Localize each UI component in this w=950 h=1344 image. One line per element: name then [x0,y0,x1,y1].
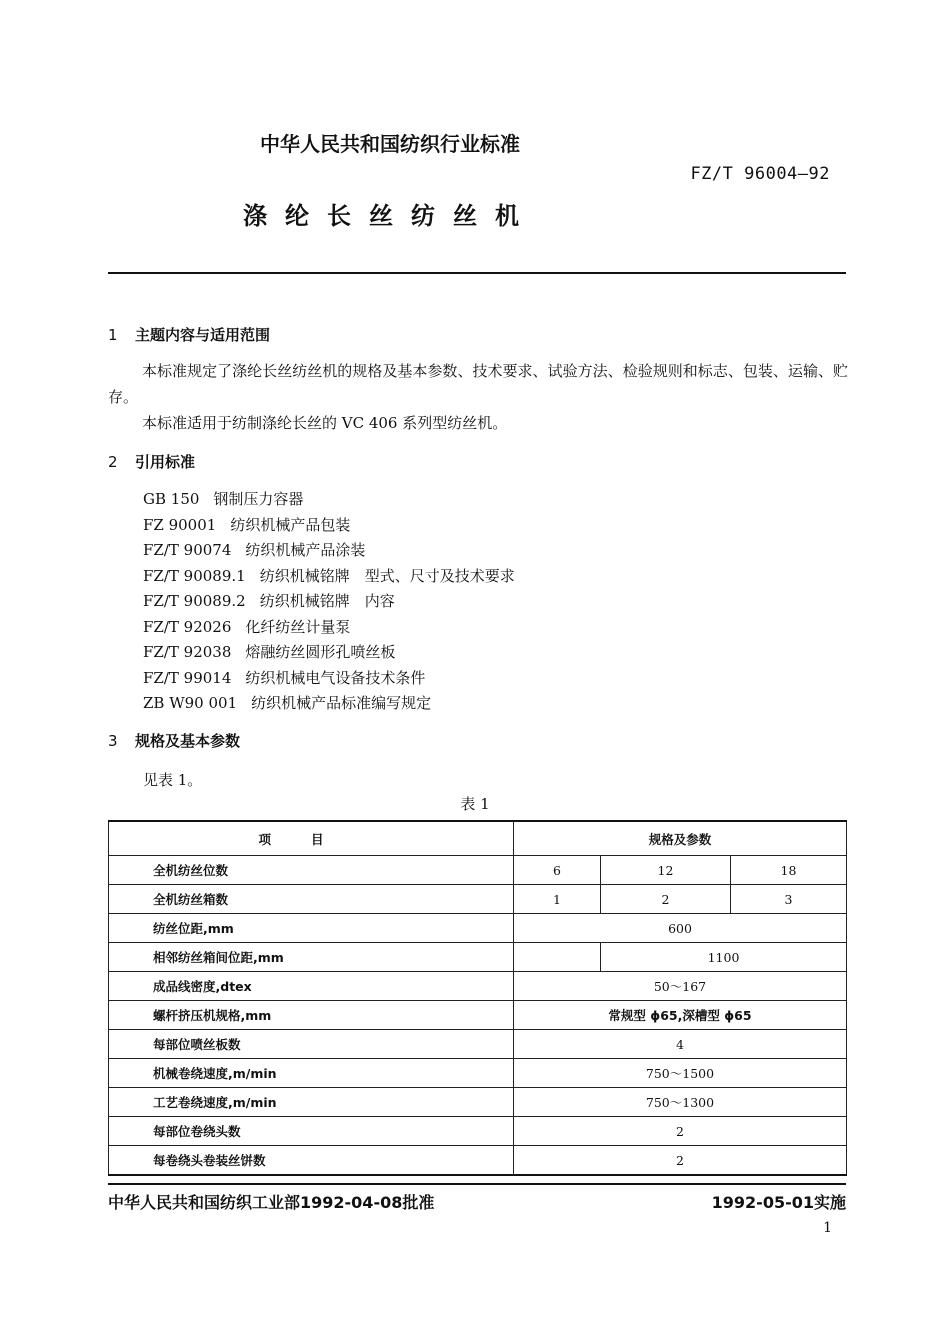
table-row [109,943,847,972]
section-1-scope-paragraph: 本标准规定了涤纶长丝纺丝机的规格及基本参数、技术要求、试验方法、检验规则和标志、包装、运输、贮存。 [108,362,848,406]
row-value: 2 [601,885,731,914]
document-title: 涤纶长丝纺丝机 [243,202,537,230]
row-value: 6 [514,856,601,885]
table-row [109,1088,847,1117]
section-3-text: 见表 1。 [143,771,203,789]
row-item: 全机纺丝箱数 [109,885,514,914]
row-value: 600 [514,914,847,943]
row-empty-cell [514,943,601,972]
header-spec: 规格及参数 [514,821,847,856]
table-row [109,885,847,914]
effective-date: 1992-05-01实施 [711,1193,846,1212]
row-item: 成品线密度,dtex [109,972,514,1001]
row-value: 常规型 ϕ65,深槽型 ϕ65 [514,1001,847,1030]
reference-item: GB 150 钢制压力容器 [143,490,304,508]
row-value: 750～1500 [514,1059,847,1088]
approval-statement: 中华人民共和国纺织工业部1992-04-08批准 [108,1193,435,1212]
row-value: 12 [601,856,731,885]
table-caption: 表 1 [460,795,490,813]
row-item: 机械卷绕速度,m/min [109,1059,514,1088]
row-item: 相邻纺丝箱间位距,mm [109,943,514,972]
table-header-row [109,821,847,856]
table-row [109,1146,847,1176]
table-row [109,1030,847,1059]
row-item: 纺丝位距,mm [109,914,514,943]
row-value: 750～1300 [514,1088,847,1117]
row-value: 1100 [601,943,847,972]
row-value: 3 [731,885,847,914]
row-item: 每部位喷丝板数 [109,1030,514,1059]
standard-code: FZ/T 96004—92 [690,164,830,184]
table-row [109,1117,847,1146]
row-item: 螺杆挤压机规格,mm [109,1001,514,1030]
reference-item: FZ/T 90089.1 纺织机械铭牌 型式、尺寸及技术要求 [143,567,515,585]
section-1-heading: 1 主题内容与适用范围 [108,326,271,344]
header-divider [108,272,846,274]
reference-item: FZ/T 90089.2 纺织机械铭牌 内容 [143,592,395,610]
table-row [109,972,847,1001]
row-item: 每部位卷绕头数 [109,1117,514,1146]
reference-item: FZ/T 92038 熔融纺丝圆形孔喷丝板 [143,643,396,661]
section-1-applicability-paragraph: 本标准适用于纺制涤纶长丝的 VC 406 系列型纺丝机。 [142,414,508,432]
section-2-heading: 2 引用标准 [108,453,196,471]
reference-item: FZ/T 92026 化纤纺丝计量泵 [143,618,351,636]
table-row [109,1001,847,1030]
reference-item: FZ/T 90074 纺织机械产品涂装 [143,541,366,559]
row-value: 2 [514,1117,847,1146]
page-number: 1 [823,1220,832,1236]
table-row [109,1059,847,1088]
issuing-organization: 中华人民共和国纺织行业标准 [260,132,520,156]
row-value: 50～167 [514,972,847,1001]
reference-item: FZ 90001 纺织机械产品包装 [143,516,351,534]
table-row [109,914,847,943]
row-value: 1 [514,885,601,914]
footer-divider [108,1183,846,1185]
row-item: 全机纺丝位数 [109,856,514,885]
section-3-heading: 3 规格及基本参数 [108,732,241,750]
row-item: 每卷绕头卷装丝饼数 [109,1146,514,1176]
reference-item: ZB W90 001 纺织机械产品标准编写规定 [143,694,432,712]
spec-table [108,820,846,1176]
row-item: 工艺卷绕速度,m/min [109,1088,514,1117]
row-value: 2 [514,1146,847,1176]
reference-item: FZ/T 99014 纺织机械电气设备技术条件 [143,669,426,687]
header-item: 项目 [109,821,514,856]
row-value: 4 [514,1030,847,1059]
table-row [109,856,847,885]
row-value: 18 [731,856,847,885]
